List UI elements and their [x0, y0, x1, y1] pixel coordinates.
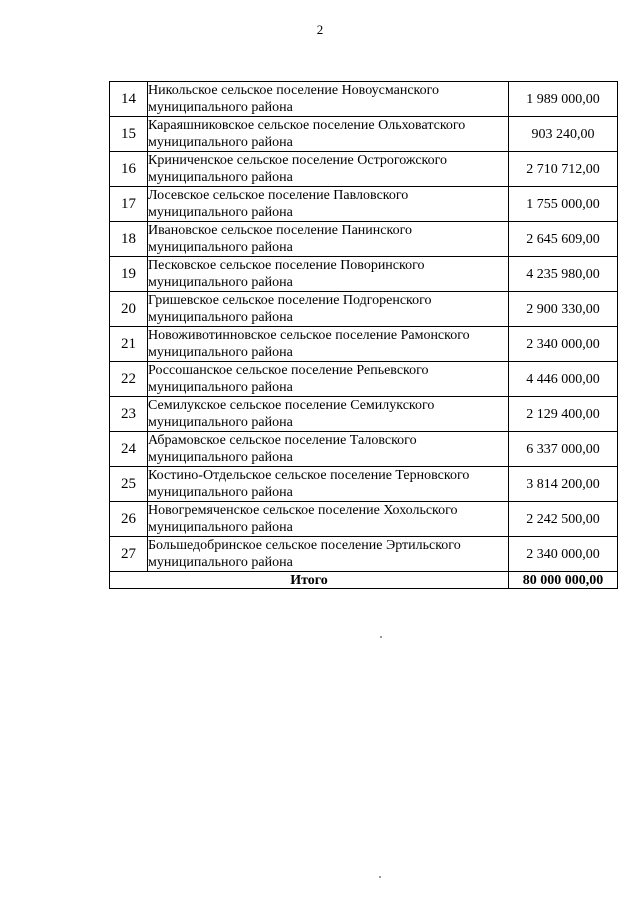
table-body [110, 82, 618, 589]
table-row [110, 362, 618, 397]
row-number: 17 [110, 187, 148, 222]
settlement-name [148, 187, 509, 222]
table-row [110, 292, 618, 327]
settlement-name-line2: муниципального района [148, 100, 293, 115]
row-number: 25 [110, 467, 148, 502]
settlement-name [148, 292, 509, 327]
amount: 1 989 000,00 [509, 82, 618, 117]
row-number: 22 [110, 362, 148, 397]
total-row [110, 572, 618, 589]
settlement-name [148, 117, 509, 152]
settlement-name-line2: муниципального района [148, 275, 293, 290]
amount: 2 710 712,00 [509, 152, 618, 187]
settlement-name-line1: Абрамовское сельское поселение Таловского [148, 433, 417, 448]
settlement-name-line1: Семилукское сельское поселение Семилукского [148, 398, 435, 413]
settlement-name-line1: Криниченское сельское поселение Острогожского [148, 153, 448, 168]
settlement-name-line2: муниципального района [148, 555, 293, 570]
settlement-name [148, 327, 509, 362]
amount: 2 340 000,00 [509, 327, 618, 362]
amount: 4 446 000,00 [509, 362, 618, 397]
settlement-name [148, 432, 509, 467]
page-number: 2 [316, 22, 324, 37]
settlement-name [148, 467, 509, 502]
amount: 2 900 330,00 [509, 292, 618, 327]
table-row [110, 327, 618, 362]
settlement-name-line2: муниципального района [148, 485, 293, 500]
allocation-table [109, 81, 618, 589]
settlement-name-line1: Гришевское сельское поселение Подгоренского [148, 293, 432, 308]
amount: 6 337 000,00 [509, 432, 618, 467]
settlement-name [148, 502, 509, 537]
table-row [110, 467, 618, 502]
row-number: 21 [110, 327, 148, 362]
table-row [110, 82, 618, 117]
settlement-name-line2: муниципального района [148, 520, 293, 535]
settlement-name [148, 537, 509, 572]
table-row [110, 257, 618, 292]
amount: 4 235 980,00 [509, 257, 618, 292]
settlement-name-line1: Новоживотинновское сельское поселение Рамонского [148, 328, 470, 343]
settlement-name-line2: муниципального района [148, 205, 293, 220]
settlement-name-line1: Ивановское сельское поселение Панинского [148, 223, 412, 238]
settlement-name-line1: Россошанское сельское поселение Репьевского [148, 363, 429, 378]
row-number: 26 [110, 502, 148, 537]
scan-speck [379, 876, 381, 878]
table-row [110, 432, 618, 467]
amount: 2 340 000,00 [509, 537, 618, 572]
settlement-name-line1: Большедобринское сельское поселение Эртильского [148, 538, 461, 553]
row-number: 27 [110, 537, 148, 572]
settlement-name-line1: Никольское сельское поселение Новоусманского [148, 83, 440, 98]
settlement-name [148, 257, 509, 292]
row-number: 15 [110, 117, 148, 152]
row-number: 20 [110, 292, 148, 327]
amount: 3 814 200,00 [509, 467, 618, 502]
settlement-name-line2: муниципального района [148, 380, 293, 395]
table-row [110, 187, 618, 222]
scan-speck [380, 636, 382, 638]
row-number: 19 [110, 257, 148, 292]
settlement-name-line2: муниципального района [148, 345, 293, 360]
settlement-name [148, 82, 509, 117]
total-amount: 80 000 000,00 [509, 572, 618, 589]
table-row [110, 502, 618, 537]
amount: 2 242 500,00 [509, 502, 618, 537]
settlement-name [148, 222, 509, 257]
settlement-name [148, 397, 509, 432]
settlement-name-line1: Лосевское сельское поселение Павловского [148, 188, 409, 203]
settlement-name-line2: муниципального района [148, 450, 293, 465]
table-row [110, 152, 618, 187]
total-label: Итого [110, 572, 509, 589]
row-number: 14 [110, 82, 148, 117]
amount: 2 129 400,00 [509, 397, 618, 432]
settlement-name-line2: муниципального района [148, 310, 293, 325]
settlement-name-line2: муниципального района [148, 135, 293, 150]
table-row [110, 117, 618, 152]
row-number: 23 [110, 397, 148, 432]
settlement-name-line1: Костино-Отдельское сельское поселение Терновского [148, 468, 470, 483]
amount: 1 755 000,00 [509, 187, 618, 222]
settlement-name-line2: муниципального района [148, 415, 293, 430]
row-number: 16 [110, 152, 148, 187]
row-number: 18 [110, 222, 148, 257]
settlement-name-line1: Песковское сельское поселение Поворинского [148, 258, 425, 273]
settlement-name-line2: муниципального района [148, 240, 293, 255]
settlement-name [148, 362, 509, 397]
table-row [110, 222, 618, 257]
amount: 2 645 609,00 [509, 222, 618, 257]
settlement-name-line1: Новогремяченское сельское поселение Хохольского [148, 503, 458, 518]
table-row [110, 397, 618, 432]
settlement-name-line2: муниципального района [148, 170, 293, 185]
table-row [110, 537, 618, 572]
settlement-name [148, 152, 509, 187]
row-number: 24 [110, 432, 148, 467]
settlement-name-line1: Караяшниковское сельское поселение Ольховатского [148, 118, 466, 133]
amount: 903 240,00 [509, 117, 618, 152]
